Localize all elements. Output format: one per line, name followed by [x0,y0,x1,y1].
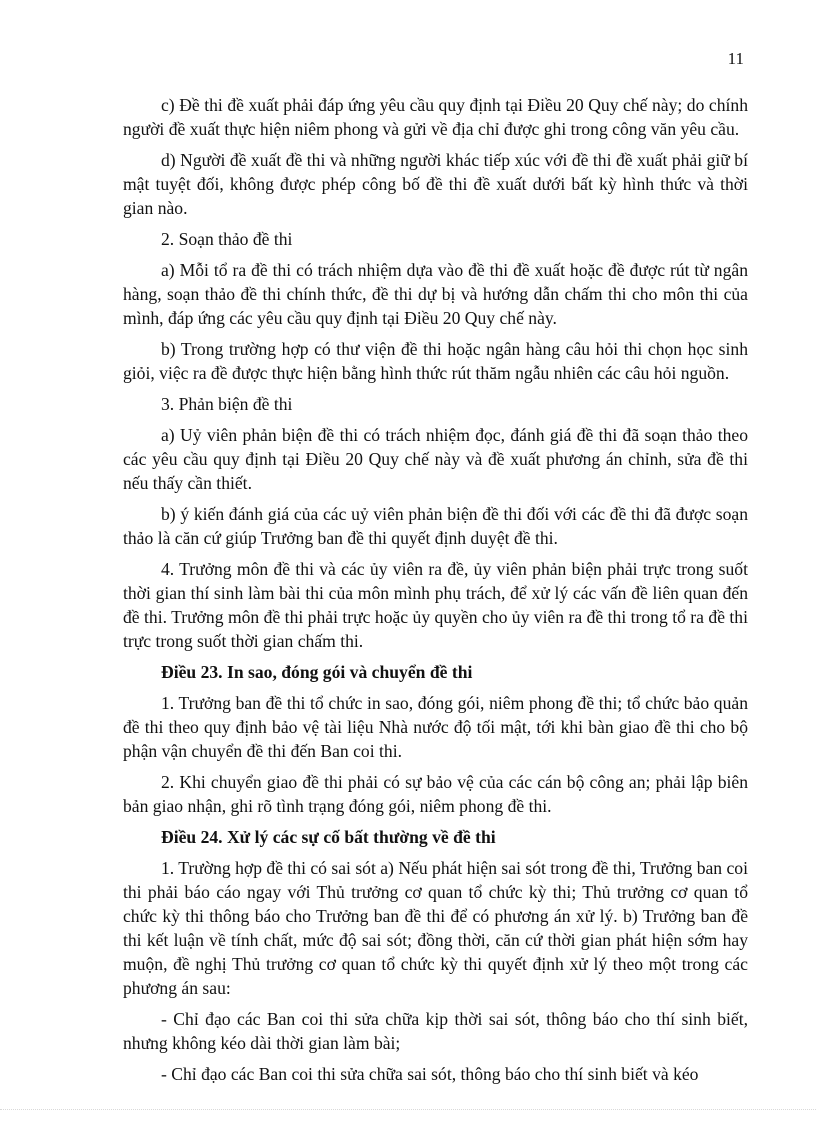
paragraph: 1. Trường hợp đề thi có sai sót a) Nếu phát hiện sai sót trong đề thi, Trưởng ban coi thi phải báo cáo ngay với Thủ trưởng cơ quan tổ chức kỳ thi; Thủ trưởng cơ quan tổ chức kỳ thi thông báo cho Trưởng ban đề thi để có phương án xử lý. b) Trưởng ban đề thi kết luận về tính chất, mức độ sai sót; đồng thời, căn cứ thời gian phát hiện sớm hay muộn, đề nghị Thủ trưởng cơ quan tổ chức kỳ thi quyết định xử lý theo một trong các phương án sau: [123,858,748,998]
document-body [123,93,748,1093]
paragraph: - Chỉ đạo các Ban coi thi sửa chữa kịp thời sai sót, thông báo cho thí sinh biết, nhưng không kéo dài thời gian làm bài; [123,1009,748,1053]
paragraph: a) Uỷ viên phản biện đề thi có trách nhiệm đọc, đánh giá đề thi đã soạn thảo theo các yêu cầu quy định tại Điều 20 Quy chế này và đề xuất phương án chỉnh, sửa đề thi nếu thấy cần thiết. [123,425,748,493]
paragraph: - Chỉ đạo các Ban coi thi sửa chữa sai sót, thông báo cho thí sinh biết và kéo [161,1064,699,1084]
paragraph: b) ý kiến đánh giá của các uỷ viên phản biện đề thi đối với các đề thi đã được soạn thảo là căn cứ giúp Trưởng ban đề thi quyết định duyệt đề thi. [123,504,748,548]
section-heading: Điều 24. Xử lý các sự cố bất thường về đề thi [161,827,496,847]
paragraph: c) Đề thi đề xuất phải đáp ứng yêu cầu quy định tại Điều 20 Quy chế này; do chính người đề xuất thực hiện niêm phong và gửi về địa chỉ được ghi trong công văn yêu cầu. [123,95,748,139]
paragraph: 2. Soạn thảo đề thi [161,229,293,249]
paragraph: d) Người đề xuất đề thi và những người khác tiếp xúc với đề thi đề xuất phải giữ bí mật tuyệt đối, không được phép công bố đề thi đề xuất dưới bất kỳ hình thức và thời gian nào. [123,150,748,218]
page-bottom-divider [0,1109,816,1110]
paragraph: 4. Trưởng môn đề thi và các ủy viên ra đề, ủy viên phản biện phải trực trong suốt thời gian thí sinh làm bài thi của môn mình phụ trách, để xử lý các vấn đề liên quan đến đề thi. Trưởng môn đề thi phải trực hoặc ủy quyền cho ủy viên ra đề thi trong tổ ra đề thi trực trong suốt thời gian chấm thi. [123,559,748,651]
paragraph: 1. Trưởng ban đề thi tổ chức in sao, đóng gói, niêm phong đề thi; tổ chức bảo quản đề thi theo quy định bảo vệ tài liệu Nhà nước độ tối mật, tới khi bàn giao đề thi cho bộ phận vận chuyển đề thi đến Ban coi thi. [123,693,748,761]
paragraph: 2. Khi chuyển giao đề thi phải có sự bảo vệ của các cán bộ công an; phải lập biên bản giao nhận, ghi rõ tình trạng đóng gói, niêm phong đề thi. [123,772,748,816]
page-number: 11 [727,49,744,68]
section-heading: Điều 23. In sao, đóng gói và chuyển đề thi [161,662,473,682]
paragraph: a) Mỗi tổ ra đề thi có trách nhiệm dựa vào đề thi đề xuất hoặc đề được rút từ ngân hàng, soạn thảo đề thi chính thức, đề thi dự bị và hướng dẫn chấm thi cho môn thi của mình, đáp ứng các yêu cầu quy định tại Điều 20 Quy chế này. [123,260,748,328]
paragraph: 3. Phản biện đề thi [161,394,293,414]
paragraph: b) Trong trường hợp có thư viện đề thi hoặc ngân hàng câu hỏi thi chọn học sinh giỏi, việc ra đề được thực hiện bằng hình thức rút thăm ngẫu nhiên các câu hỏi nguồn. [123,339,748,383]
